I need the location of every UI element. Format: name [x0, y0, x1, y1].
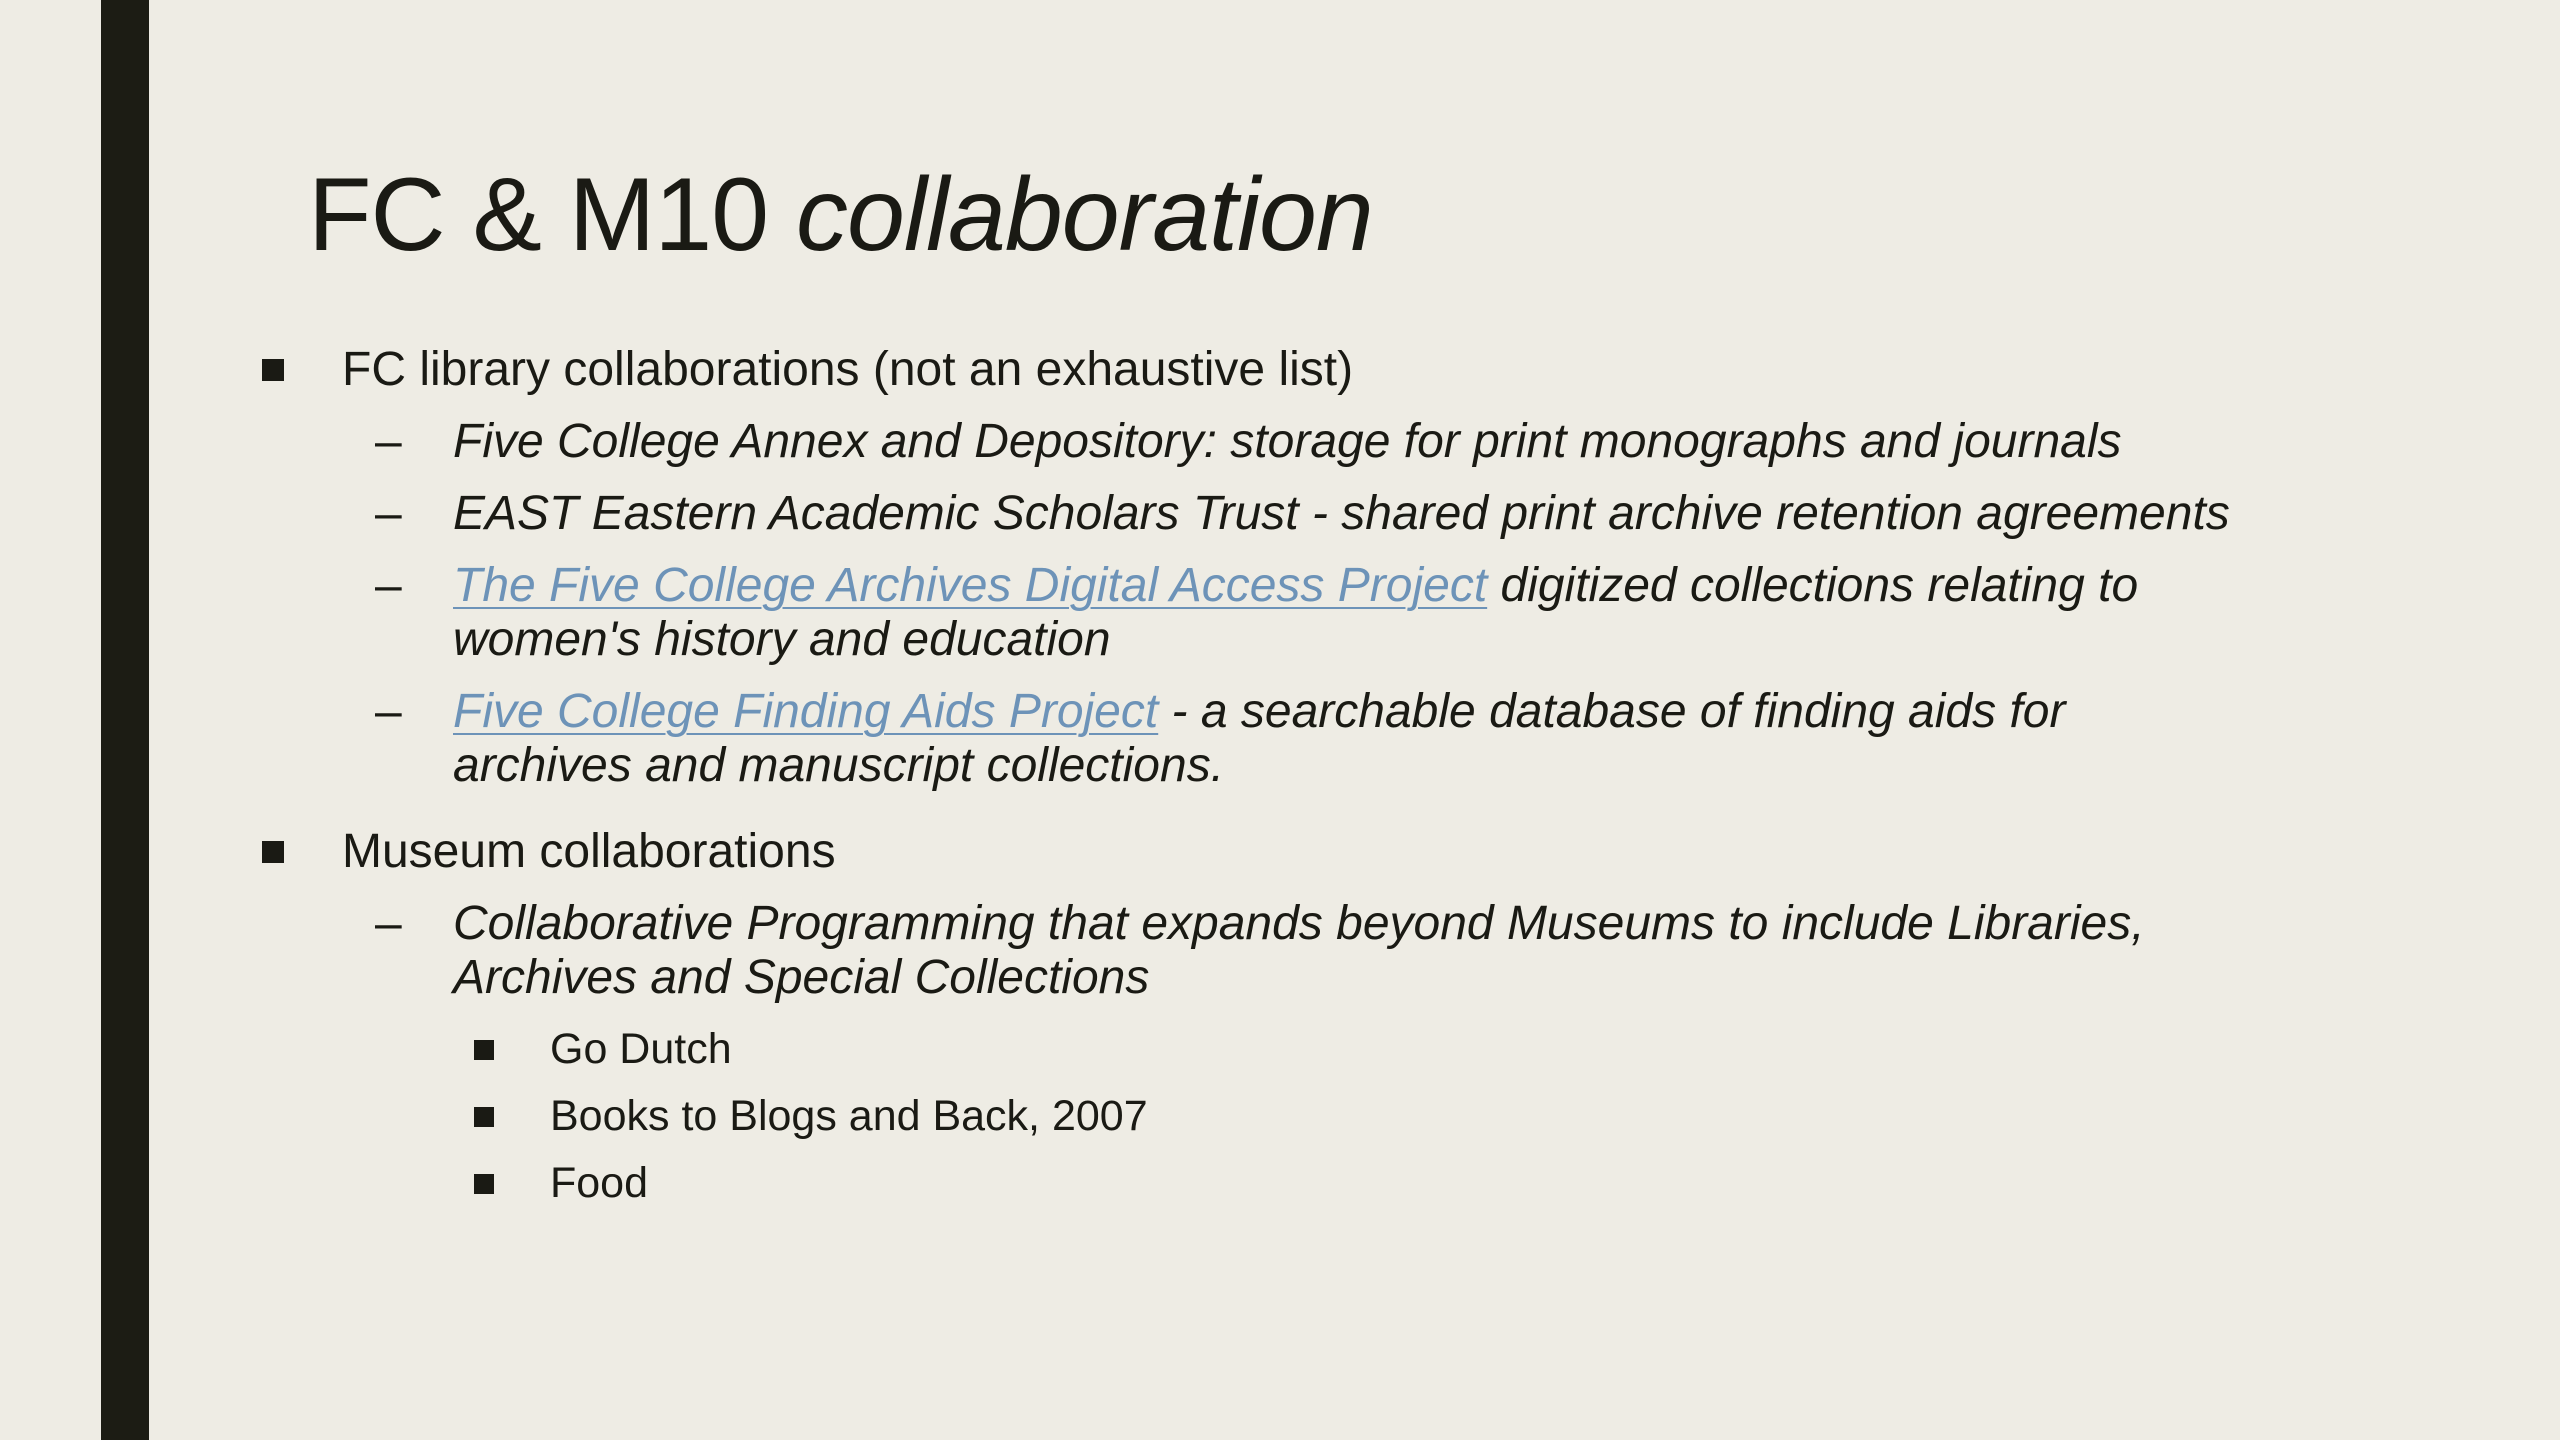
sub-bullet-text [453, 897, 2145, 1005]
square-bullet-icon [474, 1040, 494, 1060]
archives-digital-access-link[interactable]: The Five College Archives Digital Access Project [453, 559, 1488, 612]
sub-sub-bullet-text: Books to Blogs and Back, 2007 [550, 1092, 1148, 1140]
sub-bullet-text [453, 685, 2065, 793]
dash-bullet-icon: – [375, 897, 402, 950]
title-normal: FC & M10 [308, 157, 796, 273]
square-bullet-icon [474, 1174, 494, 1194]
sub-bullet-line: Collaborative Programming that expands beyond Museums to include Libraries, [453, 897, 2145, 950]
sub-bullet-rest: - a searchable database of finding aids for [1158, 685, 2066, 738]
sub-bullet-text: EAST Eastern Academic Scholars Trust - shared print archive retention agreements [453, 487, 2230, 540]
sub-bullet-text [453, 559, 2138, 667]
sub-sub-bullet-text: Go Dutch [550, 1025, 732, 1073]
sub-bullet-line [453, 559, 2138, 613]
sub-bullet-rest: digitized collections relating to [1487, 559, 2139, 612]
dash-bullet-icon: – [375, 685, 402, 738]
square-bullet-icon [474, 1107, 494, 1127]
bullet-text: Museum collaborations [342, 825, 836, 878]
dash-bullet-icon: – [375, 415, 402, 468]
sub-bullet-line: women's history and education [453, 613, 1111, 666]
dash-bullet-icon: – [375, 559, 402, 612]
finding-aids-link[interactable]: Five College Finding Aids Project [453, 685, 1159, 738]
dash-bullet-icon: – [375, 487, 402, 540]
sub-bullet-text: Five College Annex and Depository: storage for print monographs and journals [453, 415, 2122, 468]
square-bullet-icon [262, 841, 284, 863]
sub-bullet-line: Archives and Special Collections [453, 951, 1150, 1004]
sub-bullet-line [453, 685, 2065, 739]
bullet-text: FC library collaborations (not an exhaustive list) [342, 343, 1354, 396]
sub-bullet-line: archives and manuscript collections. [453, 739, 1225, 792]
square-bullet-icon [262, 359, 284, 381]
sub-sub-bullet-text: Food [550, 1159, 649, 1207]
title-italic: collaboration [796, 157, 1373, 273]
